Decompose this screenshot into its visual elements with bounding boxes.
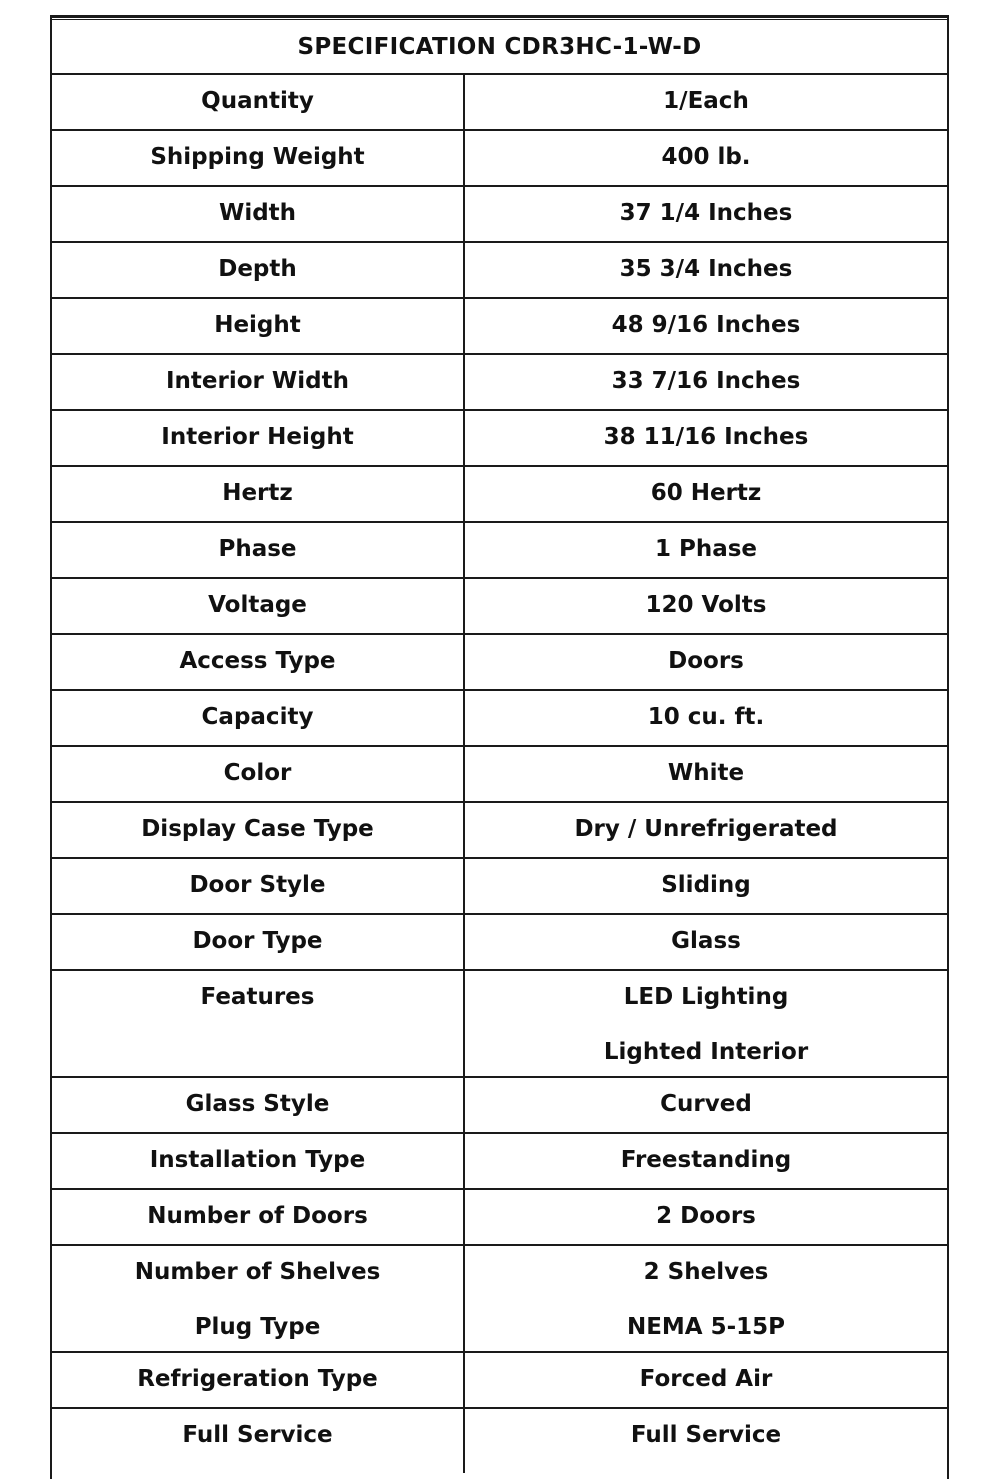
spec-value-cell — [465, 579, 947, 633]
spec-row — [52, 1190, 947, 1246]
spec-value-cell — [465, 1409, 947, 1473]
spec-value-cell — [465, 299, 947, 353]
spec-value-cell — [465, 467, 947, 521]
spec-label: Glass Style — [185, 1091, 330, 1117]
spec-label: Door Style — [189, 872, 326, 898]
spec-value: Curved — [660, 1091, 752, 1117]
spec-value-cell — [465, 1134, 947, 1188]
spec-label: Hertz — [222, 480, 293, 506]
spec-label: Full Service — [182, 1422, 333, 1448]
spec-row — [52, 971, 947, 1078]
spec-label: Access Type — [179, 648, 336, 674]
spec-label-cell — [52, 1246, 465, 1351]
spec-value-cell — [465, 691, 947, 745]
spec-row — [52, 1353, 947, 1409]
spec-label: Plug Type — [194, 1314, 321, 1340]
spec-label: Color — [223, 760, 292, 786]
spec-value-cell — [465, 1246, 947, 1351]
spec-label-cell — [52, 411, 465, 465]
spec-row — [52, 411, 947, 467]
spec-value: 1 Phase — [654, 536, 758, 562]
spec-label: Refrigeration Type — [137, 1366, 378, 1392]
spec-row — [52, 859, 947, 915]
spec-value: 2 Doors — [656, 1203, 756, 1229]
spec-label: Capacity — [201, 704, 314, 730]
spec-label: Voltage — [208, 592, 307, 618]
spec-value: Full Service — [630, 1422, 782, 1448]
spec-value: 10 cu. ft. — [647, 704, 765, 730]
spec-label-cell — [52, 1078, 465, 1132]
spec-label-cell — [52, 75, 465, 129]
spec-row — [52, 243, 947, 299]
spec-label-cell — [52, 1409, 465, 1473]
spec-row — [52, 1409, 947, 1473]
spec-label-cell — [52, 131, 465, 185]
spec-label-cell — [52, 467, 465, 521]
spec-row — [52, 523, 947, 579]
spec-label-cell — [52, 1353, 465, 1407]
spec-label-cell — [52, 523, 465, 577]
spec-value: Lighted Interior — [603, 1039, 809, 1065]
spec-value-cell — [465, 75, 947, 129]
spec-row — [52, 467, 947, 523]
spec-value-cell — [465, 523, 947, 577]
spec-row — [52, 1078, 947, 1134]
spec-label: Number of Doors — [147, 1203, 368, 1229]
spec-label: Phase — [218, 536, 297, 562]
spec-value-cell — [465, 859, 947, 913]
spec-value-cell — [465, 355, 947, 409]
spec-label-cell — [52, 243, 465, 297]
spec-row — [52, 187, 947, 243]
spec-value: Doors — [668, 648, 744, 674]
spec-label-cell — [52, 579, 465, 633]
spec-label: Height — [214, 312, 301, 338]
spec-label: Door Type — [192, 928, 323, 954]
spec-value: Freestanding — [620, 1147, 792, 1173]
spec-label-cell — [52, 915, 465, 969]
spec-value: 38 11/16 Inches — [603, 424, 809, 450]
spec-value: 120 Volts — [645, 592, 767, 618]
spec-label: Display Case Type — [141, 816, 374, 842]
spec-table-title: SPECIFICATION CDR3HC-1-W-D — [52, 19, 947, 75]
spec-table — [50, 15, 949, 1479]
spec-label: Number of Shelves — [134, 1259, 381, 1285]
spec-label: Interior Height — [161, 424, 354, 450]
spec-label: Installation Type — [149, 1147, 366, 1173]
spec-label-cell — [52, 747, 465, 801]
spec-label-cell — [52, 691, 465, 745]
spec-value-cell — [465, 131, 947, 185]
spec-row — [52, 915, 947, 971]
spec-label-cell — [52, 803, 465, 857]
spec-label: Width — [218, 200, 297, 226]
spec-row — [52, 803, 947, 859]
spec-value-cell — [465, 971, 947, 1076]
spec-label: Features — [200, 984, 315, 1010]
spec-label-cell — [52, 299, 465, 353]
spec-row — [52, 1246, 947, 1353]
spec-row — [52, 299, 947, 355]
spec-row — [52, 747, 947, 803]
spec-row — [52, 635, 947, 691]
spec-value-cell — [465, 635, 947, 689]
spec-label-cell — [52, 635, 465, 689]
spec-value-cell — [465, 187, 947, 241]
spec-value-cell — [465, 803, 947, 857]
spec-value: 60 Hertz — [650, 480, 762, 506]
spec-value: Sliding — [661, 872, 751, 898]
spec-value: 2 Shelves — [643, 1259, 769, 1285]
spec-value: 35 3/4 Inches — [619, 256, 793, 282]
spec-value-cell — [465, 1353, 947, 1407]
spec-label-cell — [52, 971, 465, 1076]
spec-label: Depth — [218, 256, 297, 282]
spec-value-cell — [465, 915, 947, 969]
spec-value: 400 lb. — [661, 144, 751, 170]
spec-row — [52, 131, 947, 187]
spec-label-cell — [52, 859, 465, 913]
spec-value: 37 1/4 Inches — [619, 200, 793, 226]
spec-value: Dry / Unrefrigerated — [574, 816, 838, 842]
spec-label-cell — [52, 187, 465, 241]
spec-label-cell — [52, 1190, 465, 1244]
spec-label: Shipping Weight — [150, 144, 365, 170]
spec-value-cell — [465, 411, 947, 465]
spec-row — [52, 579, 947, 635]
spec-value: LED Lighting — [623, 984, 789, 1010]
spec-value-cell — [465, 1190, 947, 1244]
spec-value: 1/Each — [663, 88, 749, 114]
spec-value: NEMA 5-15P — [626, 1314, 786, 1340]
spec-row — [52, 355, 947, 411]
spec-value-cell — [465, 243, 947, 297]
spec-label: Interior Width — [166, 368, 349, 394]
spec-value: 48 9/16 Inches — [611, 312, 801, 338]
spec-table-body — [52, 75, 947, 1473]
spec-row — [52, 1134, 947, 1190]
spec-value: Forced Air — [639, 1366, 773, 1392]
spec-value: 33 7/16 Inches — [611, 368, 801, 394]
spec-label-cell — [52, 1134, 465, 1188]
spec-value: White — [667, 760, 745, 786]
spec-value-cell — [465, 1078, 947, 1132]
spec-label-cell — [52, 355, 465, 409]
spec-value-cell — [465, 747, 947, 801]
spec-row — [52, 75, 947, 131]
spec-value: Glass — [671, 928, 741, 954]
spec-row — [52, 691, 947, 747]
spec-label: Quantity — [201, 88, 314, 114]
